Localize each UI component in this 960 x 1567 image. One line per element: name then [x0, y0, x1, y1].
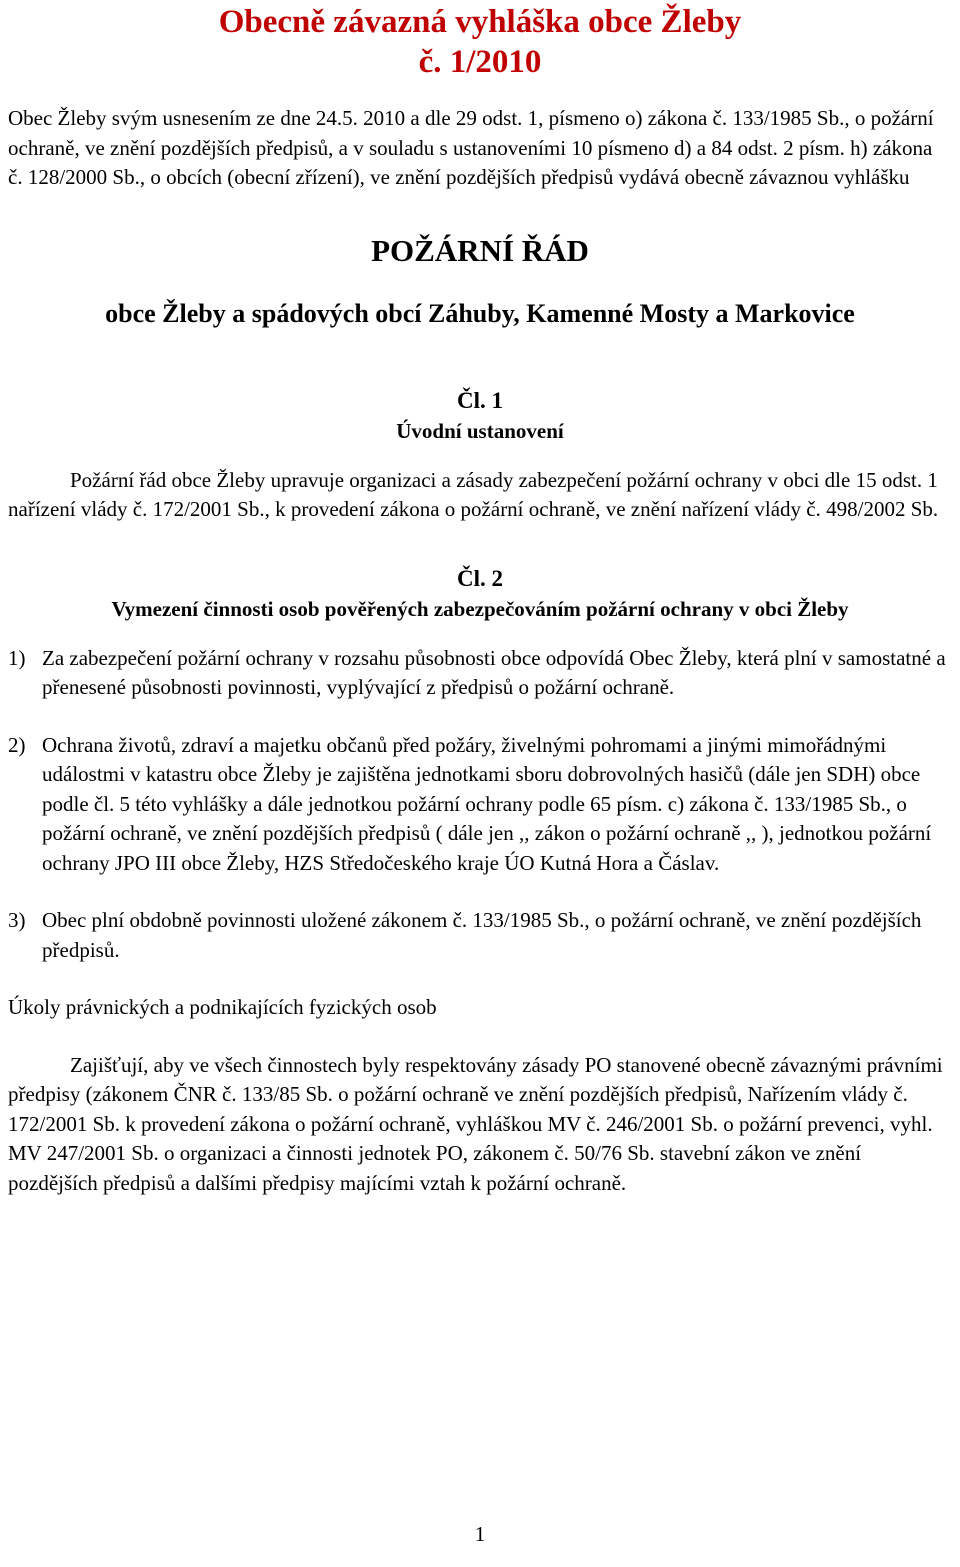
article-1-text: Požární řád obce Žleby upravuje organizaci a zásady zabezpečení požární ochrany v obci dle 15 odst. 1 nařízení vlády č. 172/2001 Sb., k provedení zákona o požární ochraně, ve znění nařízení vlády č. 498/2002 Sb.: [8, 467, 939, 521]
article-2-number: Čl. 2: [457, 565, 503, 591]
section-text: Zajišťují, aby ve všech činnostech byly respektovány zásady PO stanovené obecně závaznými právními předpisy (zákonem ČNR č. 133/85 Sb. o požární ochraně ve znění pozdějších předpisů, Nařízením vlády č. 172/2001 Sb. k provedení zákona o požární ochraně, vyhláškou MV č. 246/2001 Sb. o požární prevenci, vyhl. MV 247/2001 Sb. o organizaci a činnosti jednotek PO, zákonem č. 50/76 Sb. stavební zákon ve znění pozdějších předpisů a dalšími předpisy majícími vztah k požární ochraně.: [8, 1052, 943, 1195]
list-item: [8, 644, 952, 703]
list-item-text: Ochrana životů, zdraví a majetku občanů před požáry, živelnými pohromami a jinými mimořádnými událostmi v katastru obce Žleby je zajištěna jednotkami sboru dobrovolných hasičů (dále jen SDH) obce podle čl. 5 této vyhlášky a dále jednotkou požární ochrany podle 65 písm. c) zákona č. 133/1985 Sb., o požární ochraně, ve znění pozdějších předpisů ( dále jen ,, zákon o požární ochraně ,, ), jednotkou požární ochrany JPO III obce Žleby, HZS Středočeského kraje ÚO Kutná Hora a Čáslav.: [42, 732, 932, 875]
list-item-number: 3): [8, 908, 26, 932]
list-item: [8, 731, 952, 879]
list-item-number: 2): [8, 732, 26, 757]
article-1-title: Úvodní ustanovení: [396, 418, 564, 443]
document-title: Obecně závazná vyhláška obce Žleby: [218, 4, 742, 40]
article-1-number: Čl. 1: [457, 387, 503, 413]
section-heading: Úkoly právnických a podnikajících fyzických osob: [8, 995, 437, 1019]
page-number: 1: [474, 1522, 486, 1546]
main-heading: POŽÁRNÍ ŘÁD: [371, 232, 589, 268]
sub-heading: obce Žleby a spádových obcí Záhuby, Kamenné Mosty a Markovice: [105, 298, 855, 328]
list-item-number: 1): [8, 645, 26, 670]
article-2-title: Vymezení činnosti osob pověřených zabezpečováním požární ochrany v obci Žleby: [111, 596, 849, 621]
list-item-text: Za zabezpečení požární ochrany v rozsahu působnosti obce odpovídá Obec Žleby, která plní v samostatné a přenesené působnosti povinnosti, vyplývající z předpisů o požární ochraně.: [42, 645, 946, 699]
list-item-text: Obec plní obdobně povinnosti uložené zákonem č. 133/1985 Sb., o požární ochraně, ve znění pozdějších předpisů.: [42, 908, 922, 962]
document-number: č. 1/2010: [418, 44, 542, 80]
intro-paragraph: Obec Žleby svým usnesením ze dne 24.5. 2010 a dle 29 odst. 1, písmeno o) zákona č. 133/1985 Sb., o požární ochraně, ve znění pozdějších předpisů, a v souladu s ustanoveními 10 písmeno d) a 84 odst. 2 písm. h) zákona č. 128/2000 Sb., o obcích (obecní zřízení), ve znění pozdějších předpisů vydává obecně závaznou vyhlášku: [8, 106, 934, 189]
list-item: [8, 906, 952, 965]
